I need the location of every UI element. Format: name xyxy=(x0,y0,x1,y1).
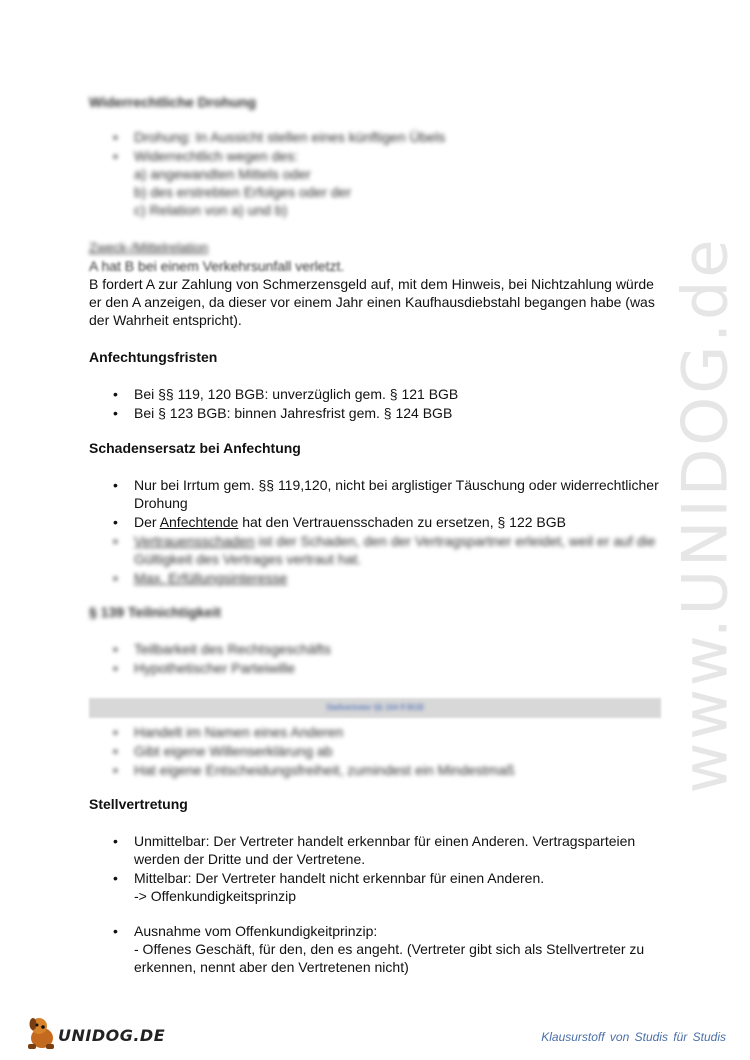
list-item: • Der Anfechtende hat den Vertrauensschaden zu ersetzen, § 122 BGB xyxy=(113,514,566,530)
list-item: • Ausnahme vom Offenkundigkeitprinzip: - Offenes Geschäft, für den, den es angeht. (Vertreter gibt sich als Stellvertreter zu erkennen, nennt aber den Vertretenen nicht) xyxy=(113,923,645,975)
example-line-1: A hat B bei einem Verkehrsunfall verletzt. xyxy=(89,258,345,274)
schadensersatz-list xyxy=(89,476,664,588)
list-item: • Bei §§ 119, 120 BGB: unverzüglich gem. § 121 BGB xyxy=(113,386,459,402)
list-item: • Unmittelbar: Der Vertreter handelt erkennbar für einen Anderen. Vertragsparteien werden der Dritte und der Vertretene. xyxy=(113,833,636,867)
heading-teilnichtigkeit: § 139 Teilnichtigkeit xyxy=(89,604,222,620)
list-item: • Widerrechtlich wegen des: a) angewandten Mittels oder b) des erstrebten Erfolges oder der c) Relation von a) und b) xyxy=(113,148,352,218)
stellvertretung-list xyxy=(89,832,664,977)
list-item: • Drohung: In Aussicht stellen eines künftigen Übels xyxy=(113,129,446,145)
drohung-list xyxy=(89,128,664,220)
heading-widerrechtliche-drohung: Widerrechtliche Drohung xyxy=(89,94,257,110)
banner-label: Stellvertreter §§ 164 ff BGB xyxy=(326,703,424,712)
example-text: B fordert A zur Zahlung von Schmerzensgeld auf, mit dem Hinweis, bei Nichtzahlung würde er den A anzeigen, da dieser vor einem Jahr einen Kaufhausdiebstahl begangen habe (was der Wahrheit entspricht). xyxy=(89,276,655,328)
list-item: • Hat eigene Entscheidungsfreiheit, zumindest ein Mindestmaß xyxy=(113,762,515,778)
list-item: • Mittelbar: Der Vertreter handelt nicht erkennbar für einen Anderen. -> Offenkundigkeitsprinzip xyxy=(113,870,545,904)
heading-schadensersatz: Schadensersatz bei Anfechtung xyxy=(89,440,301,456)
list-item: • Bei § 123 BGB: binnen Jahresfrist gem. § 124 BGB xyxy=(113,405,453,421)
watermark-text: www.UNIDOG.de xyxy=(668,236,742,794)
list-item: • Vertrauensschaden ist der Schaden, den der Vertragspartner erleidet, weil er auf die Gültigkeit des Vertrages vertraut hat. xyxy=(113,533,656,567)
dog-icon xyxy=(24,1012,60,1052)
list-item: • Teilbarkeit des Rechtsgeschäfts xyxy=(113,641,331,657)
list-item: • Gibt eigene Willenserklärung ab xyxy=(113,743,333,759)
vertreter-list xyxy=(89,723,664,780)
heading-anfechtungsfristen: Anfechtungsfristen xyxy=(89,349,218,365)
list-item: • Handelt im Namen eines Anderen xyxy=(113,724,344,740)
section-banner xyxy=(89,698,661,718)
list-item: • Nur bei Irrtum gem. §§ 119,120, nicht bei arglistiger Täuschung oder widerrechtlicher Drohung xyxy=(113,477,659,511)
watermark xyxy=(655,236,750,794)
anfechtende-term: Anfechtende xyxy=(159,514,239,530)
logo-text: UNIDOG.DE xyxy=(58,1026,166,1045)
unidog-logo xyxy=(24,1012,166,1052)
heading-zweck-mittelrelation: Zweck-/Mittelrelation xyxy=(89,240,209,255)
list-item: • Hypothetischer Parteiwille xyxy=(113,660,296,676)
footer-tagline: Klausurstoff von Studis für Studis xyxy=(541,1030,726,1044)
teilnichtigkeit-list xyxy=(89,640,664,678)
list-item: • Max. Erfüllungsinteresse xyxy=(113,570,288,586)
fristen-list xyxy=(89,385,664,423)
heading-stellvertretung: Stellvertretung xyxy=(89,796,188,812)
